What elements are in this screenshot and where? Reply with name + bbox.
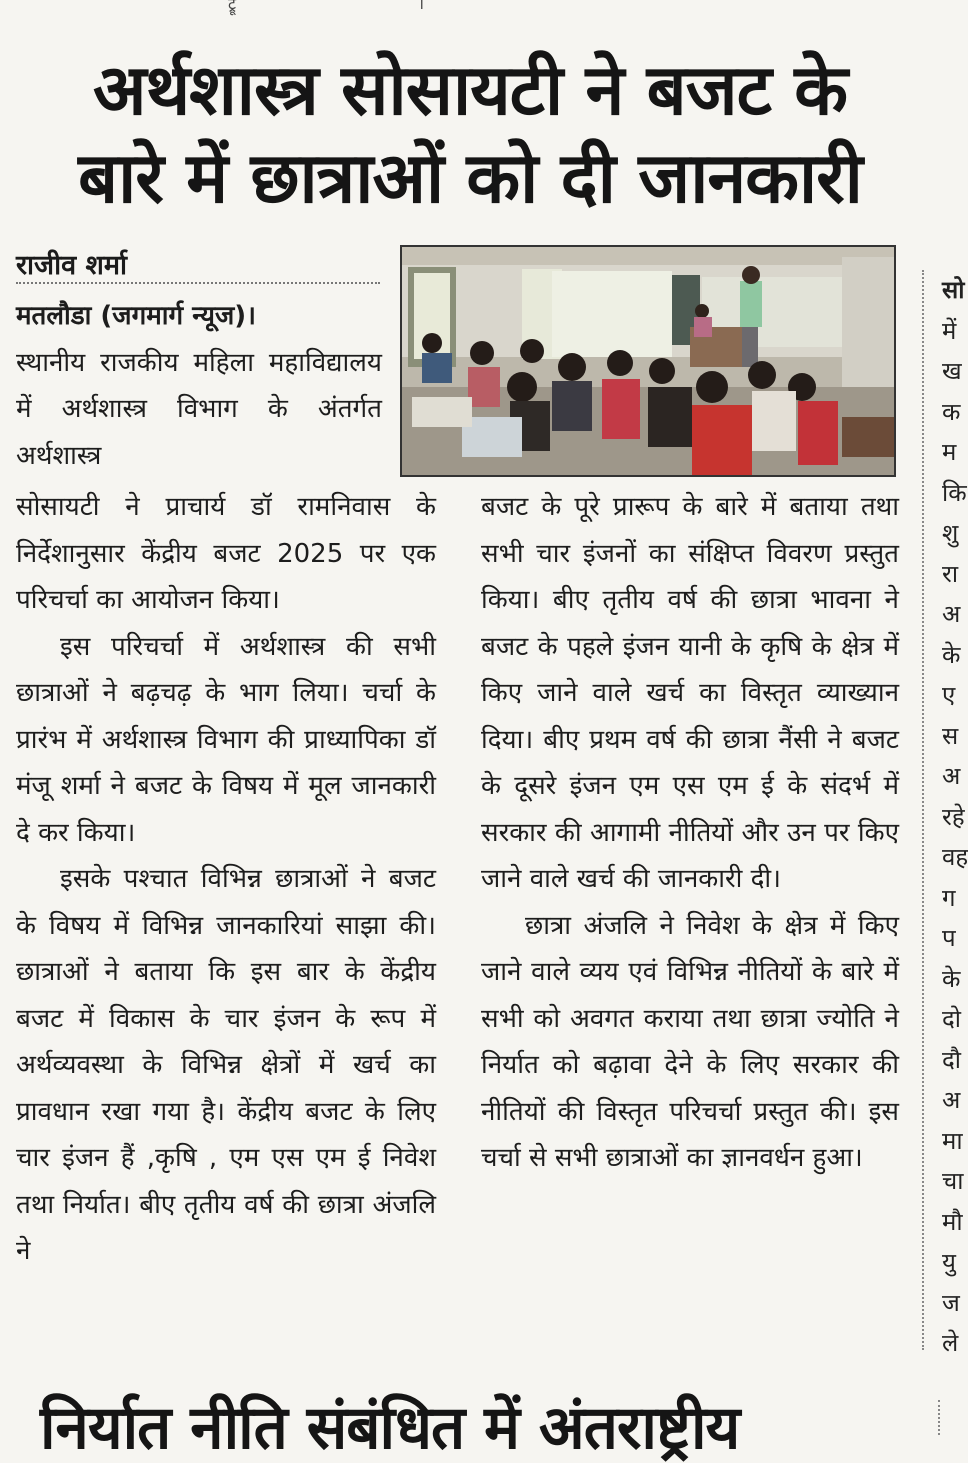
- adjacent-fragment: ए: [942, 681, 956, 709]
- adjacent-fragment: मा: [942, 1126, 963, 1155]
- next-article-headline-text: निर्यात नीति संबंधित में अंतराष्ट्रीय: [40, 1393, 740, 1463]
- adjacent-fragment: ग: [942, 883, 956, 912]
- article-photo: [400, 245, 896, 477]
- next-article-headline-cut: [40, 1393, 920, 1463]
- adjacent-fragment: के: [942, 640, 961, 669]
- top-strip: [0, 0, 963, 14]
- byline: राजीव शर्मा: [16, 250, 380, 284]
- article-column-1: [16, 484, 436, 1275]
- article-paragraph: सोसायटी ने प्राचार्य डॉ रामनिवास के निर्देशानुसार केंद्रीय बजट 2025 पर एक परिचर्चा का आयोजन किया।: [16, 492, 436, 615]
- adjacent-fragment: यु: [942, 1248, 956, 1276]
- adjacent-fragment: के: [942, 964, 961, 993]
- adjacent-fragment: दौ: [942, 1045, 961, 1074]
- adjacent-fragment: अ: [942, 762, 961, 790]
- article-paragraph: इसके पश्चात विभिन्न छात्राओं ने बजट के विषय में विभिन्न जानकारियां साझा की। छात्राओं ने बताया कि इस बार के केंद्रीय बजट में विकास के चार इंजन के रूप में अर्थव्यवस्था के विभिन्न क्षेत्रों में खर्च का प्रावधान रखा गया है। केंद्रीय बजट के लिए चार इंजन हैं ,कृषि , एम एस एम ई निवेश तथा निर्यात। बीए तृतीय वर्ष की छात्रा अंजलि ने: [16, 864, 436, 1266]
- cut-off-text: ट्रू: [228, 0, 237, 13]
- adjacent-fragment: में: [942, 316, 957, 345]
- adjacent-fragment: चा: [942, 1167, 964, 1195]
- article-paragraph: इस परिचर्चा में अर्थशास्त्र की सभी छात्राओं ने बढ़चढ़ के भाग लिया। चर्चा के प्रारंभ में अर्थशास्त्र विभाग की प्राध्यापिका डॉ मंजू शर्मा ने बजट के विषय में मूल जानकारी दे कर किया।: [16, 631, 436, 848]
- headline-line-2: बारे में छात्राओं को दी जानकारी: [78, 137, 862, 219]
- adjacent-fragment: दो: [942, 1005, 961, 1033]
- adjacent-fragment: ज: [942, 1288, 960, 1317]
- article-paragraph: छात्रा अंजलि ने निवेश के क्षेत्र में किए जाने वाले व्यय एवं विभिन्न नीतियों के बारे में सभी को अवगत कराया तथा छात्रा ज्योति ने निर्यात को बढ़ावा देने के लिए सरकार की नीतियों की विस्तृत परिचर्चा प्रस्तुत की। इस चर्चा से सभी छात्राओं का ज्ञानवर्धन हुआ।: [481, 910, 899, 1173]
- dateline: मतलौडा (जगमार्ग न्यूज)।: [16, 301, 256, 331]
- adjacent-article-edge: [922, 270, 968, 1357]
- adjacent-fragment: मौ: [942, 1207, 963, 1236]
- article-paragraph: स्थानीय राजकीय महिला महाविद्यालय में अर्थशास्त्र विभाग के अंतर्गत अर्थशास्त्र: [16, 347, 382, 471]
- article-column-1-top: [16, 293, 382, 479]
- adjacent-fragment: रा: [942, 559, 959, 588]
- adjacent-fragment: क: [942, 397, 961, 426]
- adjacent-fragment: म: [942, 438, 957, 466]
- classroom-photo: [402, 247, 894, 475]
- article-column-2: [481, 484, 899, 1182]
- adjacent-fragment: कि: [942, 478, 967, 507]
- headline: [30, 46, 910, 222]
- headline-line-1: अर्थशास्त्र सोसायटी ने बजट के: [93, 49, 847, 131]
- adjacent-fragment: ले: [942, 1329, 959, 1357]
- adjacent-fragment: ख: [942, 357, 962, 385]
- adjacent-fragment: सो: [942, 276, 965, 304]
- adjacent-fragment: वह: [942, 843, 968, 871]
- column-divider: [938, 1400, 960, 1435]
- adjacent-fragment: स: [942, 721, 959, 750]
- article-paragraph: बजट के पूरे प्रारूप के बारे में बताया तथा सभी चार इंजनों का संक्षिप्त विवरण प्रस्तुत किया। बीए तृतीय वर्ष की छात्रा भावना ने बजट के पहले इंजन यानी के कृषि के क्षेत्र में किए जाने वाले खर्च का विस्तृत व्याख्यान दिया। बीए प्रथम वर्ष की छात्रा नैंसी ने बजट के दूसरे इंजन एम एस एम ई के संदर्भ में सरकार की आगामी नीतियों और उन पर किए जाने वाले खर्च की जानकारी दी।: [481, 492, 899, 894]
- adjacent-fragment: अ: [942, 600, 961, 628]
- adjacent-fragment: शु: [942, 519, 959, 547]
- adjacent-fragment: अ: [942, 1086, 961, 1114]
- adjacent-fragment: प: [942, 924, 956, 952]
- adjacent-fragment: रहे: [942, 802, 965, 831]
- cut-off-text: ।: [418, 0, 425, 13]
